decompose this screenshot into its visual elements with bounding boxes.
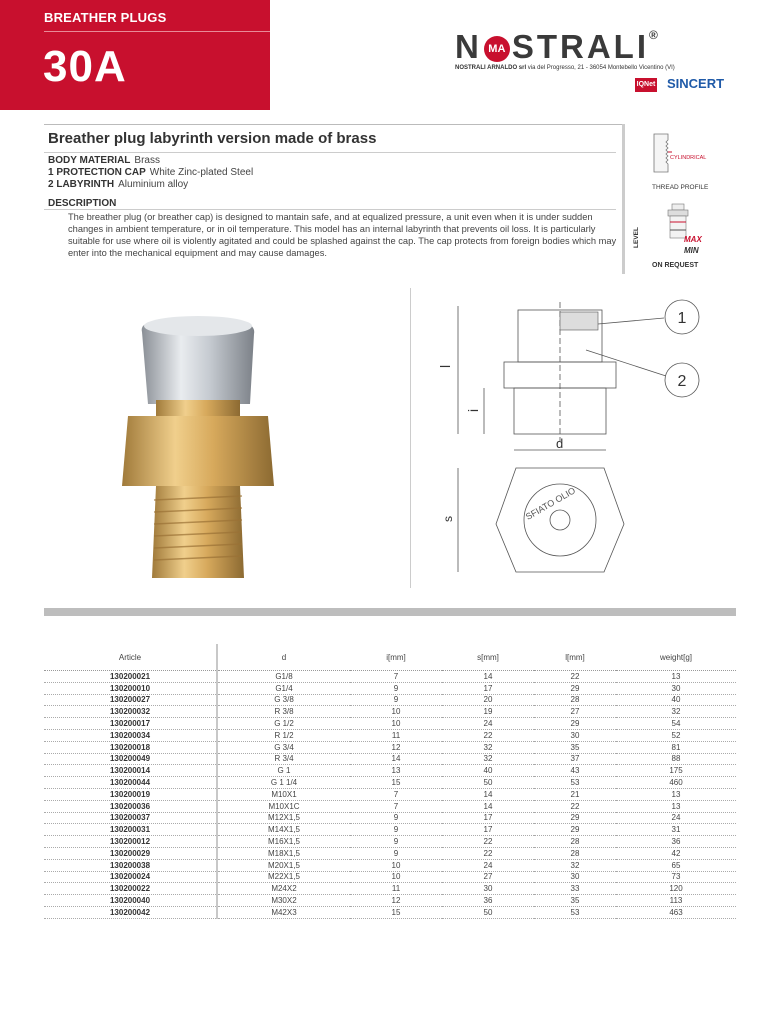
table-cell: 14	[442, 671, 534, 683]
table-cell: 120	[616, 883, 736, 895]
address-text: via del Progresso, 21 - 36054 Montebello Vicentino (VI)	[527, 65, 675, 71]
table-cell: 14	[442, 800, 534, 812]
title-rule	[44, 152, 616, 153]
table-cell: 130200031	[44, 824, 217, 836]
table-row	[44, 718, 736, 730]
table-row	[44, 777, 736, 789]
table-cell: M12X1,5	[217, 812, 350, 824]
table-cell: 22	[534, 800, 616, 812]
spec-value: Brass	[134, 155, 160, 166]
table-cell: 130200014	[44, 765, 217, 777]
table-cell: 65	[616, 859, 736, 871]
table-cell: 12	[350, 895, 442, 907]
table-cell: 22	[442, 729, 534, 741]
table-cell: 54	[616, 718, 736, 730]
spec-body-material	[48, 155, 160, 166]
table-cell: 28	[534, 694, 616, 706]
table-cell: 19	[442, 706, 534, 718]
table-cell: 130200027	[44, 694, 217, 706]
table-cell: 24	[616, 812, 736, 824]
table-cell: 32	[534, 859, 616, 871]
table-cell: 175	[616, 765, 736, 777]
table-cell: 460	[616, 777, 736, 789]
table-cell: 130200017	[44, 718, 217, 730]
technical-drawing	[410, 288, 736, 588]
table-row	[44, 824, 736, 836]
table-row	[44, 895, 736, 907]
table-cell: 37	[534, 753, 616, 765]
table-cell: 130200042	[44, 906, 217, 918]
header-banner	[0, 0, 270, 110]
table-cell: G 3/8	[217, 694, 350, 706]
brand-name	[455, 28, 658, 66]
spec-protection-cap	[48, 167, 253, 178]
breather-plug-image	[44, 288, 410, 588]
table-row	[44, 836, 736, 848]
table-cell: 463	[616, 906, 736, 918]
table-cell: 9	[350, 824, 442, 836]
table-cell: G 1 1/4	[217, 777, 350, 789]
table-cell: 32	[616, 706, 736, 718]
table-cell: G 1/2	[217, 718, 350, 730]
company-address	[455, 65, 675, 71]
product-photo	[44, 288, 410, 588]
table-cell: 11	[350, 883, 442, 895]
table-cell: 10	[350, 706, 442, 718]
on-request-label: ON REQUEST	[652, 262, 699, 269]
table-cell: 42	[616, 847, 736, 859]
col-header-weight: weight[g]	[616, 644, 736, 671]
table-cell: 28	[534, 847, 616, 859]
table-cell: 113	[616, 895, 736, 907]
table-cell: 40	[442, 765, 534, 777]
description-text: The breather plug (or breather cap) is designed to mantain safe, and at equalized pressure, a unit even when it is under sudden changes in ambient temperature, or in oil temperature. This model has an internal labyrinth that prevents oil loss. It is particularly suitable for use where oil is violently agitated and could be splashed against the cap. The cap protects from foreign bodies which may enter into the mechanical equipment and may cause damages.	[68, 212, 617, 258]
table-row	[44, 906, 736, 918]
table-cell: M42X3	[217, 906, 350, 918]
level-icon	[668, 204, 688, 238]
table-row	[44, 682, 736, 694]
dim-s: s	[441, 516, 455, 522]
table-row	[44, 765, 736, 777]
table-cell: 73	[616, 871, 736, 883]
table-cell: M14X1,5	[217, 824, 350, 836]
table-row	[44, 883, 736, 895]
table-cell: M22X1,5	[217, 871, 350, 883]
table-cell: M16X1,5	[217, 836, 350, 848]
table-cell: 30	[534, 729, 616, 741]
category-divider	[44, 31, 270, 32]
table-cell: 31	[616, 824, 736, 836]
table-cell: R 3/8	[217, 706, 350, 718]
table-cell: M18X1,5	[217, 847, 350, 859]
table-cell: 29	[534, 682, 616, 694]
cert-badge-left: IQNet	[635, 78, 657, 92]
callout-1: 1	[677, 310, 687, 327]
cap-embossing: SFIATO OLIO	[523, 485, 578, 522]
table-cell: 53	[534, 906, 616, 918]
table-cell: 27	[442, 871, 534, 883]
table-cell: 130200021	[44, 671, 217, 683]
table-row	[44, 729, 736, 741]
table-cell: 130200037	[44, 812, 217, 824]
table-cell: 30	[534, 871, 616, 883]
dimension-drawing	[410, 288, 736, 588]
table-cell: 88	[616, 753, 736, 765]
table-cell: 15	[350, 906, 442, 918]
table-cell: 10	[350, 871, 442, 883]
table-cell: 36	[442, 895, 534, 907]
table-cell: 130200044	[44, 777, 217, 789]
table-cell: 24	[442, 859, 534, 871]
table-cell: 28	[534, 836, 616, 848]
table-cell: 15	[350, 777, 442, 789]
table-body	[44, 671, 736, 919]
table-cell: G1/8	[217, 671, 350, 683]
table-cell: 12	[350, 741, 442, 753]
dim-l: l	[437, 364, 453, 368]
table-cell: 20	[442, 694, 534, 706]
spec-labyrinth	[48, 179, 188, 190]
description-rule	[44, 209, 616, 210]
table-row	[44, 800, 736, 812]
table-cell: G 3/4	[217, 741, 350, 753]
table-cell: 13	[616, 788, 736, 800]
table-cell: 130200032	[44, 706, 217, 718]
table-cell: 29	[534, 812, 616, 824]
table-row	[44, 753, 736, 765]
table-row	[44, 671, 736, 683]
brand-mark-icon: MA	[484, 36, 510, 62]
table-cell: 35	[534, 895, 616, 907]
side-icons-panel	[632, 126, 752, 276]
table-cell: 130200038	[44, 859, 217, 871]
table-cell: 10	[350, 859, 442, 871]
table-cell: 130200040	[44, 895, 217, 907]
description-heading: DESCRIPTION	[48, 198, 117, 209]
table-cell: 36	[616, 836, 736, 848]
table-cell: 33	[534, 883, 616, 895]
table-cell: 29	[534, 718, 616, 730]
table-cell: 22	[442, 836, 534, 848]
table-cell: 22	[442, 847, 534, 859]
table-cell: 32	[442, 753, 534, 765]
table-cell: M10X1	[217, 788, 350, 800]
table-header-row	[44, 644, 736, 671]
dim-d: d	[556, 436, 564, 451]
col-header-i: i[mm]	[350, 644, 442, 671]
table-cell: 43	[534, 765, 616, 777]
table-row	[44, 788, 736, 800]
table-cell: M10X1C	[217, 800, 350, 812]
cert-badge-sincert: SINCERT	[667, 76, 725, 91]
table-row	[44, 847, 736, 859]
table-cell: 7	[350, 788, 442, 800]
registered-mark: ®	[649, 28, 658, 42]
table-cell: 30	[616, 682, 736, 694]
table-cell: 13	[616, 800, 736, 812]
table-row	[44, 871, 736, 883]
table-cell: 130200024	[44, 871, 217, 883]
table-cell: G 1	[217, 765, 350, 777]
table-cell: 13	[616, 671, 736, 683]
table-cell: 24	[442, 718, 534, 730]
spec-key: 1 PROTECTION CAP	[48, 167, 146, 178]
table-cell: 130200036	[44, 800, 217, 812]
category-label: BREATHER PLUGS	[44, 10, 167, 25]
table-cell: R 1/2	[217, 729, 350, 741]
company-name: NOSTRALI ARNALDO srl	[455, 65, 527, 71]
table-row	[44, 706, 736, 718]
table-cell: 52	[616, 729, 736, 741]
table-cell: 7	[350, 671, 442, 683]
table-cell: 130200018	[44, 741, 217, 753]
spec-key: 2 LABYRINTH	[48, 179, 115, 190]
table-cell: 29	[534, 824, 616, 836]
table-row	[44, 812, 736, 824]
col-header-article: Article	[44, 644, 217, 671]
spec-value: White Zinc-plated Steel	[149, 167, 254, 178]
table-cell: 35	[534, 741, 616, 753]
articles-table	[44, 644, 736, 919]
table-cell: 27	[534, 706, 616, 718]
table-cell: 9	[350, 847, 442, 859]
table-cell: 11	[350, 729, 442, 741]
level-min: MIN	[684, 246, 699, 255]
table-cell: 130200022	[44, 883, 217, 895]
table-cell: 40	[616, 694, 736, 706]
table-cell: 13	[350, 765, 442, 777]
product-title: Breather plug labyrinth version made of brass	[48, 130, 377, 147]
table-cell: 30	[442, 883, 534, 895]
table-cell: 50	[442, 777, 534, 789]
table-cell: 21	[534, 788, 616, 800]
table-cell: 130200010	[44, 682, 217, 694]
table-cell: 130200029	[44, 847, 217, 859]
col-header-l: l[mm]	[534, 644, 616, 671]
product-code: 30A	[43, 42, 127, 91]
table-cell: 130200012	[44, 836, 217, 848]
col-header-s: s[mm]	[442, 644, 534, 671]
table-cell: 10	[350, 718, 442, 730]
section-vertical-rule	[622, 124, 625, 274]
table-divider-bar	[44, 608, 736, 616]
table-cell: M30X2	[217, 895, 350, 907]
table-cell: 9	[350, 812, 442, 824]
brand-part2: STRALI	[511, 28, 650, 65]
level-label: LEVEL	[632, 227, 640, 248]
dim-i: i	[465, 408, 481, 412]
table-cell: 9	[350, 836, 442, 848]
spec-value: Aluminium alloy	[118, 179, 189, 190]
level-max: MAX	[684, 235, 702, 244]
table-cell: 32	[442, 741, 534, 753]
col-header-d: d	[217, 644, 350, 671]
table-cell: 7	[350, 800, 442, 812]
table-cell: 17	[442, 682, 534, 694]
table-cell: G1/4	[217, 682, 350, 694]
table-cell: M20X1,5	[217, 859, 350, 871]
table-cell: 14	[442, 788, 534, 800]
table-cell: 130200019	[44, 788, 217, 800]
table-row	[44, 741, 736, 753]
section-top-rule	[44, 124, 624, 125]
company-logo	[455, 28, 735, 96]
table-cell: 130200034	[44, 729, 217, 741]
thread-profile-label: THREAD PROFILE	[652, 184, 709, 191]
table-cell: 81	[616, 741, 736, 753]
table-cell: 17	[442, 824, 534, 836]
table-cell: 9	[350, 682, 442, 694]
table-cell: 14	[350, 753, 442, 765]
table-cell: 22	[534, 671, 616, 683]
table-cell: R 3/4	[217, 753, 350, 765]
table-cell: 9	[350, 694, 442, 706]
table-cell: 50	[442, 906, 534, 918]
brand-part1: N	[455, 28, 482, 65]
table-row	[44, 694, 736, 706]
table-cell: 130200049	[44, 753, 217, 765]
table-cell: 17	[442, 812, 534, 824]
thread-type: CYLINDRICAL	[670, 155, 707, 161]
spec-key: BODY MATERIAL	[48, 155, 131, 166]
table-row	[44, 859, 736, 871]
table-cell: 53	[534, 777, 616, 789]
table-cell: M24X2	[217, 883, 350, 895]
callout-2: 2	[677, 373, 687, 390]
